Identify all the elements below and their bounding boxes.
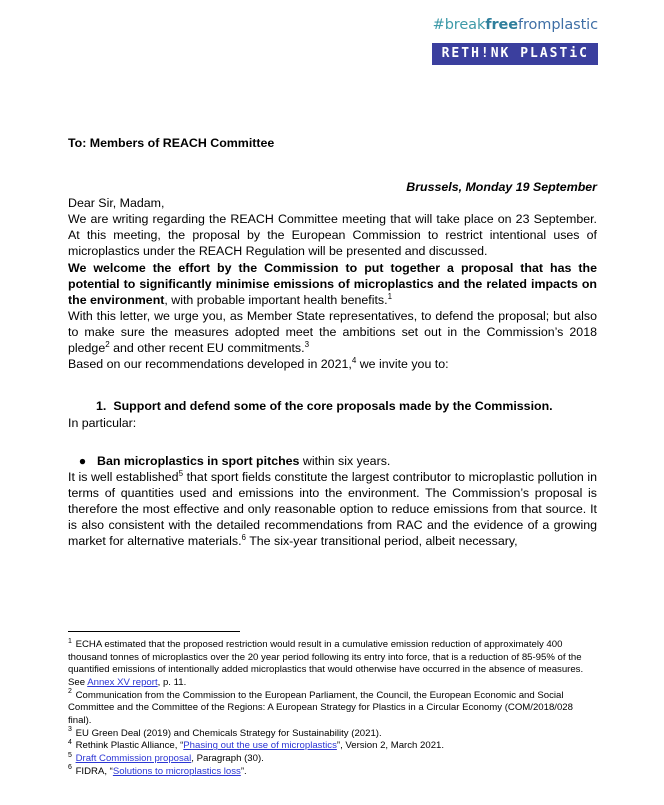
footnote-2-marker: 2	[68, 688, 72, 696]
bullet-item-1	[68, 453, 597, 469]
footnote-1-text-before: ECHA estimated that the proposed restriction would result in a cumulative emission reduction of approximately 400 thousand tonnes of microplastics over the 20 year period following its entry into force, that is a reduction of 85-95% of the quantified emissions of intentionally added microplastics that would otherwise have occurred in the absence of measures. See	[68, 639, 584, 688]
footnote-5	[68, 753, 597, 766]
rethink-plastic-logo-wrap	[432, 43, 598, 65]
bullet-item-1-text	[97, 453, 390, 469]
paragraph-1: We are writing regarding the REACH Committee meeting that will take place on 23 September. At this meeting, the proposal by the European Commission to restrict intentional uses of microplastics under the REACH Regulation will be presented and discussed.	[68, 212, 597, 259]
bullet-item-1-body	[68, 469, 597, 550]
footnote-ref-1: 1	[387, 291, 393, 301]
bullet-body-b: that sport fields constitute the largest contributor to microplastic pollution in terms of quantities used and emissions into the environment. The Commission’s proposal is therefore the most effective and only reasonable option to reduce emissions from that source. It is also consistent with the detailed recommendations from RAC and the evidence of a growing market for alternative materials.	[68, 469, 597, 549]
paragraph-3-b: and other recent EU commitments.	[109, 341, 305, 356]
footnote-ref-3: 3	[304, 340, 310, 349]
footnote-5-text-after: , Paragraph (30).	[191, 752, 264, 764]
footnote-4-link[interactable]: Phasing out the use of microplastics	[183, 740, 337, 752]
paragraph-3-a: With this letter, we urge you, as Member State representatives, to defend the proposal; but also to make sure the measures adopted meet the ambitions set out in the Commission’s 2018 pledge	[68, 308, 597, 356]
footnote-4	[68, 740, 597, 753]
footnote-5-link[interactable]: Draft Commission proposal	[75, 752, 192, 764]
list-item-1-number: 1.	[96, 399, 107, 414]
document-header	[298, 16, 598, 65]
footnote-3	[68, 728, 597, 741]
footnote-1-marker: 1	[68, 637, 72, 645]
footnote-ref-4: 4	[351, 356, 357, 366]
bffp-part-3: fromplastic	[517, 17, 598, 33]
footnote-ref-2: 2	[105, 340, 110, 349]
footnote-6-marker: 6	[68, 764, 72, 772]
list-item-1	[68, 398, 597, 414]
bffp-part-1: #break	[432, 17, 486, 33]
place-date-line: Brussels, Monday 19 September	[406, 179, 597, 194]
recipient-line: To: Members of REACH Committee	[68, 136, 275, 150]
footnote-2	[68, 690, 597, 728]
numbered-list	[68, 398, 597, 430]
salutation: Dear Sir, Madam,	[68, 196, 165, 210]
footnote-6	[68, 766, 597, 779]
footnote-2-text-before: Communication from the Commission to the European Parliament, the Council, the European Economic and Social Committee and the Committee of the Regions: A European Strategy for Plastics in a Circular Economy (COM/2018/028 final).	[68, 689, 573, 726]
footnote-ref-5: 5	[178, 468, 184, 478]
footnote-4-text-after: ”, Version 2, March 2021.	[336, 740, 445, 752]
paragraph-4-b: we invite you to:	[356, 357, 449, 372]
letter-body	[68, 136, 597, 549]
paragraph-2-bold: We welcome the effort by the Commission to put together a proposal that has the potential to significantly minimise emissions of microplastics and the related impacts on the environment	[68, 260, 597, 307]
footnote-1	[68, 639, 597, 690]
footnote-6-text-before: FIDRA, “	[72, 765, 113, 777]
footnote-ref-6: 6	[241, 533, 246, 543]
paragraph-3	[68, 308, 597, 356]
footnotes-section	[68, 631, 597, 778]
footnote-6-link[interactable]: Solutions to microplastics loss	[112, 765, 241, 777]
paragraph-2	[68, 260, 597, 308]
paragraph-2-rest: , with probable important health benefits.	[164, 292, 388, 307]
footnote-3-marker: 3	[68, 726, 72, 734]
breakfreefromplastic-logo	[433, 18, 598, 33]
bullet-marker-icon: ●	[78, 453, 87, 468]
footnote-1-link[interactable]: Annex XV report	[87, 676, 158, 688]
bullet-item-1-rest: within six years.	[299, 453, 391, 468]
bullet-body-c: The six-year transitional period, albeit necessary,	[245, 534, 518, 549]
bullet-item-1-bold: Ban microplastics in sport pitches	[97, 453, 300, 468]
footnote-4-marker: 4	[68, 739, 72, 747]
rethink-plastic-logo: RETH!NK PLASTiC	[432, 43, 598, 65]
footnote-5-marker: 5	[68, 751, 72, 759]
footnote-6-text-after: ”.	[240, 765, 247, 777]
footnote-3-text-before: EU Green Deal (2019) and Chemicals Strategy for Sustainability (2021).	[72, 727, 382, 739]
bffp-part-2: free	[485, 17, 518, 33]
paragraph-4	[68, 356, 597, 372]
bullet-body-a: It is well established	[68, 469, 179, 484]
paragraph-4-a: Based on our recommendations developed in 2021,	[68, 357, 352, 372]
footnote-4-text-before: Rethink Plastic Alliance, “	[72, 740, 184, 752]
in-particular-line: In particular:	[68, 415, 137, 430]
list-item-1-text: Support and defend some of the core proposals made by the Commission.	[113, 399, 553, 414]
footnote-1-text-after: , p. 11.	[157, 676, 187, 688]
footnote-separator-rule	[68, 631, 240, 632]
